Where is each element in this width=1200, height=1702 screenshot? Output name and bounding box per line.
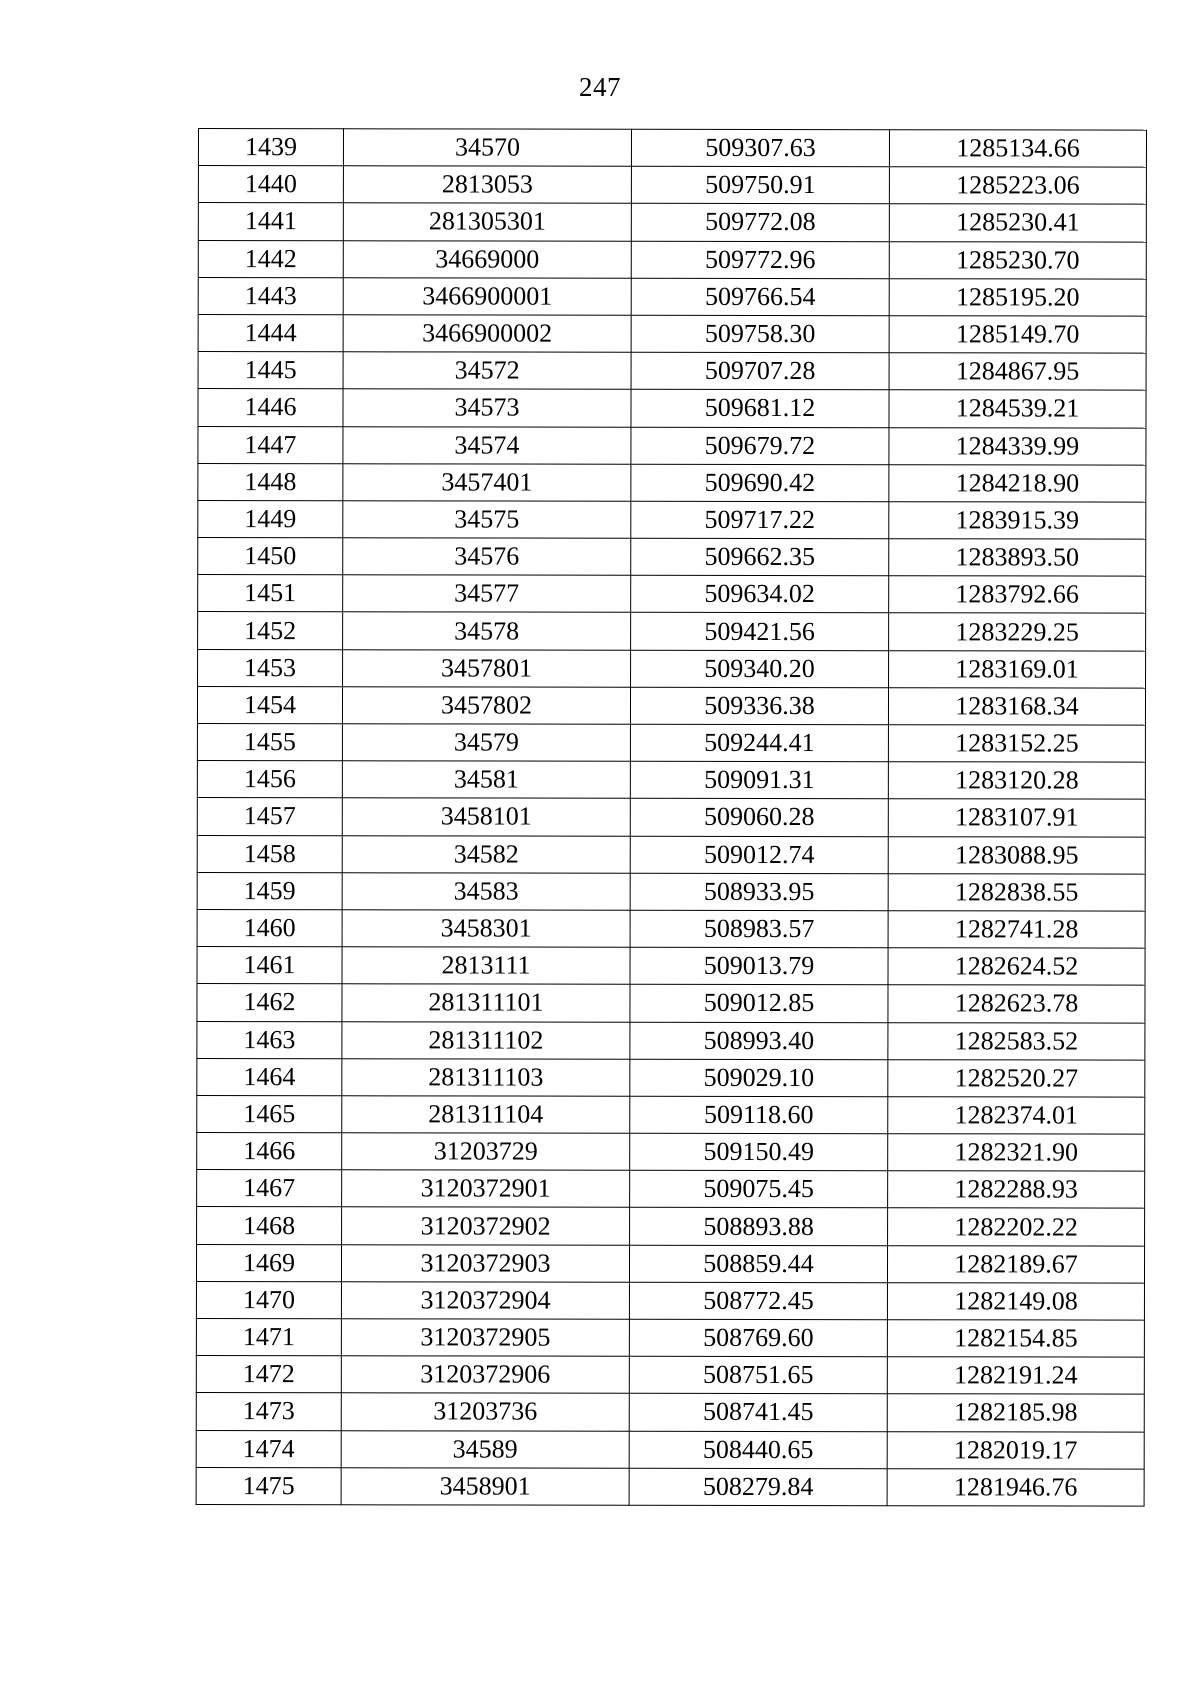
y-coordinate-cell: 1285134.66 <box>889 130 1146 168</box>
row-number-cell: 1458 <box>197 835 342 872</box>
x-coordinate-cell: 509075.45 <box>630 1171 888 1209</box>
x-coordinate-cell: 509681.12 <box>631 390 889 428</box>
point-id-cell: 281311103 <box>342 1058 630 1096</box>
row-number-cell: 1445 <box>198 352 343 389</box>
table-row <box>196 1318 1144 1357</box>
row-number-cell: 1470 <box>196 1281 341 1318</box>
table-row <box>197 761 1145 800</box>
y-coordinate-cell: 1283169.01 <box>889 650 1146 688</box>
y-coordinate-cell: 1285149.70 <box>889 316 1146 354</box>
x-coordinate-cell: 508859.44 <box>629 1245 887 1283</box>
table-row <box>197 1207 1145 1246</box>
point-id-cell: 31203736 <box>341 1393 629 1431</box>
y-coordinate-cell: 1282019.17 <box>887 1431 1144 1469</box>
y-coordinate-cell: 1282321.90 <box>888 1134 1145 1172</box>
x-coordinate-cell: 509060.28 <box>630 799 888 837</box>
point-id-cell: 2813053 <box>343 166 631 204</box>
y-coordinate-cell: 1282520.27 <box>888 1059 1145 1097</box>
row-number-cell: 1462 <box>197 984 342 1021</box>
y-coordinate-cell: 1285223.06 <box>889 167 1146 205</box>
row-number-cell: 1452 <box>198 612 343 649</box>
row-number-cell: 1469 <box>196 1244 341 1281</box>
row-number-cell: 1455 <box>197 723 342 760</box>
row-number-cell: 1463 <box>197 1021 342 1058</box>
row-number-cell: 1451 <box>198 575 343 612</box>
x-coordinate-cell: 508751.65 <box>629 1356 887 1394</box>
table-row <box>197 909 1145 948</box>
x-coordinate-cell: 508741.45 <box>629 1394 887 1432</box>
x-coordinate-cell: 509707.28 <box>631 352 889 390</box>
table-row <box>197 1170 1145 1209</box>
row-number-cell: 1460 <box>197 909 342 946</box>
table-row <box>198 649 1146 688</box>
row-number-cell: 1468 <box>197 1207 342 1244</box>
row-number-cell: 1472 <box>196 1356 341 1393</box>
y-coordinate-cell: 1282288.93 <box>888 1171 1145 1209</box>
y-coordinate-cell: 1283915.39 <box>889 502 1146 540</box>
row-number-cell: 1467 <box>197 1170 342 1207</box>
x-coordinate-cell: 509750.91 <box>631 166 889 204</box>
point-id-cell: 34578 <box>343 612 631 650</box>
row-number-cell: 1449 <box>198 500 343 537</box>
point-id-cell: 3120372904 <box>341 1282 629 1320</box>
table-row <box>197 872 1145 911</box>
y-coordinate-cell: 1283229.25 <box>889 613 1146 651</box>
x-coordinate-cell: 509012.85 <box>630 985 888 1023</box>
table-row <box>197 1021 1145 1060</box>
x-coordinate-cell: 508769.60 <box>629 1319 887 1357</box>
row-number-cell: 1475 <box>196 1467 341 1504</box>
point-id-cell: 34583 <box>342 873 630 911</box>
x-coordinate-cell: 509634.02 <box>631 576 889 614</box>
row-number-cell: 1448 <box>198 463 343 500</box>
row-number-cell: 1454 <box>197 686 342 723</box>
y-coordinate-cell: 1282374.01 <box>888 1097 1145 1135</box>
row-number-cell: 1446 <box>198 389 343 426</box>
y-coordinate-cell: 1283152.25 <box>888 725 1145 763</box>
y-coordinate-cell: 1284218.90 <box>889 464 1146 502</box>
point-id-cell: 281311104 <box>342 1096 630 1134</box>
table-row <box>197 1095 1145 1134</box>
y-coordinate-cell: 1282189.67 <box>887 1245 1144 1283</box>
row-number-cell: 1443 <box>198 277 343 314</box>
point-id-cell: 281311102 <box>342 1021 630 1059</box>
point-id-cell: 34576 <box>343 538 631 576</box>
y-coordinate-cell: 1282838.55 <box>888 873 1145 911</box>
table-row <box>196 1356 1144 1395</box>
point-id-cell: 34574 <box>343 426 631 464</box>
row-number-cell: 1471 <box>196 1318 341 1355</box>
y-coordinate-cell: 1285230.70 <box>889 241 1146 279</box>
point-id-cell: 3120372906 <box>341 1356 629 1394</box>
y-coordinate-cell: 1284339.99 <box>889 427 1146 465</box>
y-coordinate-cell: 1283168.34 <box>888 688 1145 726</box>
table-row <box>197 984 1145 1023</box>
y-coordinate-cell: 1281946.76 <box>887 1468 1144 1506</box>
table-row <box>198 612 1146 651</box>
table-row <box>196 1244 1144 1283</box>
x-coordinate-cell: 509679.72 <box>631 427 889 465</box>
y-coordinate-cell: 1282202.22 <box>888 1208 1145 1246</box>
point-id-cell: 281311101 <box>342 984 630 1022</box>
table-row <box>198 203 1146 242</box>
table-row <box>198 538 1146 577</box>
row-number-cell: 1464 <box>197 1058 342 1095</box>
row-number-cell: 1461 <box>197 947 342 984</box>
y-coordinate-cell: 1282154.85 <box>887 1320 1144 1358</box>
x-coordinate-cell: 509421.56 <box>631 613 889 651</box>
x-coordinate-cell: 508893.88 <box>630 1208 888 1246</box>
table-row <box>198 575 1146 614</box>
point-id-cell: 2813111 <box>342 947 630 985</box>
row-number-cell: 1439 <box>198 129 343 166</box>
point-id-cell: 34577 <box>343 575 631 613</box>
x-coordinate-cell: 509772.08 <box>631 204 889 242</box>
table-row <box>198 314 1146 353</box>
x-coordinate-cell: 508440.65 <box>629 1431 887 1469</box>
table-row <box>197 835 1145 874</box>
coordinates-table-container <box>198 128 1146 1505</box>
x-coordinate-cell: 509307.63 <box>631 129 889 167</box>
x-coordinate-cell: 508983.57 <box>630 910 888 948</box>
table-row <box>198 166 1146 205</box>
x-coordinate-cell: 509662.35 <box>631 538 889 576</box>
point-id-cell: 34579 <box>342 724 630 762</box>
x-coordinate-cell: 509772.96 <box>631 241 889 279</box>
x-coordinate-cell: 508993.40 <box>630 1022 888 1060</box>
y-coordinate-cell: 1285195.20 <box>889 278 1146 316</box>
row-number-cell: 1456 <box>197 761 342 798</box>
row-number-cell: 1440 <box>198 166 343 203</box>
row-number-cell: 1441 <box>198 203 343 240</box>
point-id-cell: 34589 <box>341 1430 629 1468</box>
point-id-cell: 281305301 <box>343 203 631 241</box>
table-row <box>196 1430 1144 1469</box>
coordinates-table <box>196 128 1147 1507</box>
row-number-cell: 1450 <box>198 538 343 575</box>
table-row <box>197 1133 1145 1172</box>
table-row <box>198 463 1146 502</box>
table-row <box>198 129 1146 168</box>
y-coordinate-cell: 1282741.28 <box>888 911 1145 949</box>
table-row <box>197 686 1145 725</box>
y-coordinate-cell: 1284867.95 <box>889 353 1146 391</box>
table-row <box>198 426 1146 465</box>
y-coordinate-cell: 1283120.28 <box>888 762 1145 800</box>
row-number-cell: 1457 <box>197 798 342 835</box>
y-coordinate-cell: 1282623.78 <box>888 985 1145 1023</box>
table-row <box>198 500 1146 539</box>
point-id-cell: 3457401 <box>343 463 631 501</box>
row-number-cell: 1444 <box>198 314 343 351</box>
row-number-cell: 1474 <box>196 1430 341 1467</box>
row-number-cell: 1466 <box>197 1133 342 1170</box>
point-id-cell: 3466900002 <box>343 315 631 353</box>
y-coordinate-cell: 1282191.24 <box>887 1357 1144 1395</box>
y-coordinate-cell: 1282583.52 <box>888 1022 1145 1060</box>
x-coordinate-cell: 509091.31 <box>630 761 888 799</box>
table-row <box>197 723 1145 762</box>
point-id-cell: 3466900001 <box>343 278 631 316</box>
x-coordinate-cell: 509244.41 <box>630 724 888 762</box>
x-coordinate-cell: 509766.54 <box>631 278 889 316</box>
point-id-cell: 3458301 <box>342 910 630 948</box>
point-id-cell: 34570 <box>343 129 631 167</box>
table-row <box>198 352 1146 391</box>
row-number-cell: 1465 <box>197 1095 342 1132</box>
point-id-cell: 3457802 <box>342 687 630 725</box>
table-row <box>196 1281 1144 1320</box>
point-id-cell: 31203729 <box>342 1133 630 1171</box>
point-id-cell: 3120372902 <box>342 1207 630 1245</box>
x-coordinate-cell: 509118.60 <box>630 1096 888 1134</box>
y-coordinate-cell: 1282149.08 <box>887 1283 1144 1321</box>
y-coordinate-cell: 1283107.91 <box>888 799 1145 837</box>
point-id-cell: 3120372903 <box>341 1244 629 1282</box>
point-id-cell: 34573 <box>343 389 631 427</box>
point-id-cell: 3120372901 <box>342 1170 630 1208</box>
table-row <box>197 1058 1145 1097</box>
table-row <box>198 240 1146 279</box>
point-id-cell: 34575 <box>343 501 631 539</box>
point-id-cell: 34669000 <box>343 240 631 278</box>
row-number-cell: 1459 <box>197 872 342 909</box>
y-coordinate-cell: 1282624.52 <box>888 948 1145 986</box>
x-coordinate-cell: 509150.49 <box>630 1133 888 1171</box>
point-id-cell: 34572 <box>343 352 631 390</box>
x-coordinate-cell: 509717.22 <box>631 501 889 539</box>
point-id-cell: 3120372905 <box>341 1319 629 1357</box>
x-coordinate-cell: 509029.10 <box>630 1059 888 1097</box>
table-row <box>198 389 1146 428</box>
x-coordinate-cell: 508772.45 <box>629 1282 887 1320</box>
table-row <box>197 947 1145 986</box>
page-number: 247 <box>579 72 621 102</box>
x-coordinate-cell: 509012.74 <box>630 836 888 874</box>
x-coordinate-cell: 509013.79 <box>630 947 888 985</box>
y-coordinate-cell: 1282185.98 <box>887 1394 1144 1432</box>
coordinates-table-body <box>196 129 1146 1507</box>
y-coordinate-cell: 1283792.66 <box>889 576 1146 614</box>
x-coordinate-cell: 508933.95 <box>630 873 888 911</box>
table-row <box>196 1467 1144 1506</box>
point-id-cell: 34581 <box>342 761 630 799</box>
table-row <box>197 798 1145 837</box>
y-coordinate-cell: 1283088.95 <box>888 836 1145 874</box>
x-coordinate-cell: 508279.84 <box>629 1468 887 1506</box>
point-id-cell: 3458901 <box>341 1468 629 1506</box>
row-number-cell: 1447 <box>198 426 343 463</box>
y-coordinate-cell: 1284539.21 <box>889 390 1146 428</box>
row-number-cell: 1442 <box>198 240 343 277</box>
point-id-cell: 3457801 <box>343 649 631 687</box>
x-coordinate-cell: 509340.20 <box>631 650 889 688</box>
y-coordinate-cell: 1285230.41 <box>889 204 1146 242</box>
point-id-cell: 34582 <box>342 835 630 873</box>
row-number-cell: 1453 <box>198 649 343 686</box>
x-coordinate-cell: 509758.30 <box>631 315 889 353</box>
x-coordinate-cell: 509690.42 <box>631 464 889 502</box>
table-row <box>198 277 1146 316</box>
y-coordinate-cell: 1283893.50 <box>889 539 1146 577</box>
row-number-cell: 1473 <box>196 1393 341 1430</box>
x-coordinate-cell: 509336.38 <box>630 687 888 725</box>
table-row <box>196 1393 1144 1432</box>
point-id-cell: 3458101 <box>342 798 630 836</box>
